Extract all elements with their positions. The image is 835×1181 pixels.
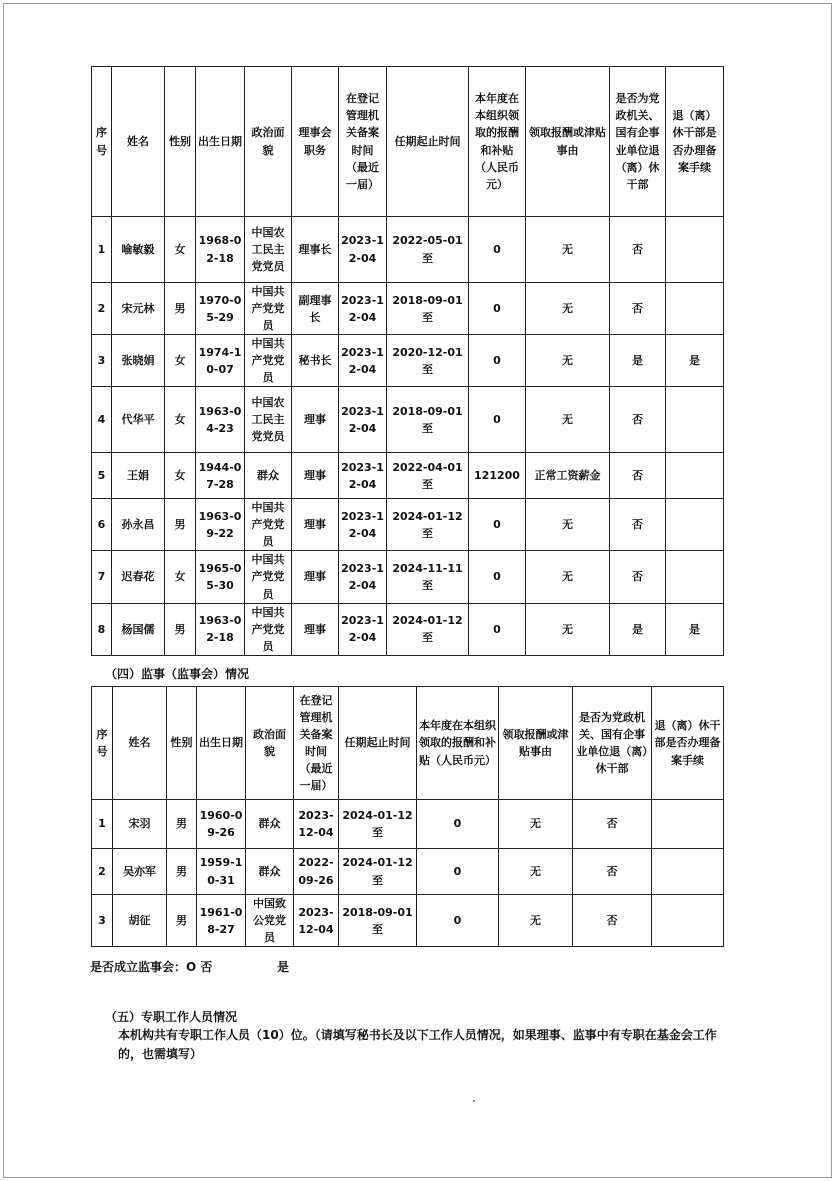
cell-reason: 无 bbox=[526, 551, 610, 603]
cell-filing bbox=[666, 551, 724, 603]
cell-gender: 男 bbox=[165, 603, 196, 655]
table-row bbox=[92, 387, 724, 453]
cell-political: 中国共产党党员 bbox=[245, 283, 292, 335]
cell-gender: 男 bbox=[165, 283, 196, 335]
cell-position: 理事 bbox=[292, 499, 339, 551]
cell-retired: 否 bbox=[610, 453, 666, 499]
cell-filed: 2023-12-04 bbox=[339, 603, 387, 655]
header-cell: 政治面貌 bbox=[246, 687, 294, 800]
header-cell: 性别 bbox=[165, 67, 196, 217]
cell-name: 孙永昌 bbox=[112, 499, 165, 551]
cell-position: 理事 bbox=[292, 387, 339, 453]
cell-retired: 否 bbox=[573, 800, 652, 849]
board-table-header bbox=[92, 67, 724, 217]
header-cell: 是否为党政机关、国有企事业单位退（离）休干部 bbox=[573, 687, 652, 800]
cell-gender: 男 bbox=[167, 895, 197, 947]
header-cell: 退（离）休干部是否办理备案手续 bbox=[666, 67, 724, 217]
staff-section-text: 本机构共有专职工作人员（10）位。（请填写秘书长及以下工作人员情况，如果理事、监事中有专职在基金会工作的，也需填写） bbox=[118, 1028, 717, 1062]
header-cell: 任期起止时间 bbox=[387, 67, 469, 217]
cell-no: 1 bbox=[92, 800, 113, 849]
cell-reason: 无 bbox=[526, 335, 610, 387]
cell-reason: 无 bbox=[499, 895, 573, 947]
cell-reason: 无 bbox=[526, 387, 610, 453]
supervisor-table bbox=[91, 686, 724, 947]
cell-political: 群众 bbox=[246, 849, 294, 895]
cell-filed: 2023-12-04 bbox=[339, 551, 387, 603]
cell-filed: 2023-12-04 bbox=[294, 895, 339, 947]
cell-no: 1 bbox=[92, 217, 112, 283]
cell-reason: 无 bbox=[526, 217, 610, 283]
cell-reason: 正常工资薪金 bbox=[526, 453, 610, 499]
cell-name: 代华平 bbox=[112, 387, 165, 453]
cell-reason: 无 bbox=[499, 849, 573, 895]
cell-gender: 女 bbox=[165, 335, 196, 387]
cell-name: 宋元林 bbox=[112, 283, 165, 335]
cell-pay: 0 bbox=[417, 849, 499, 895]
cell-name: 王娟 bbox=[112, 453, 165, 499]
cell-term: 2024-11-11 至 bbox=[387, 551, 469, 603]
board-table-body bbox=[92, 217, 724, 656]
cell-gender: 女 bbox=[165, 551, 196, 603]
supervisor-table-header bbox=[92, 687, 724, 800]
header-cell: 本年度在本组织领取的报酬和补贴（人民币元） bbox=[417, 687, 499, 800]
header-cell: 姓名 bbox=[112, 67, 165, 217]
cell-gender: 女 bbox=[165, 453, 196, 499]
cell-pay: 0 bbox=[469, 217, 526, 283]
cell-term: 2024-01-12 至 bbox=[387, 499, 469, 551]
cell-birth: 1963-04-23 bbox=[196, 387, 245, 453]
cell-pay: 0 bbox=[469, 603, 526, 655]
cell-no: 7 bbox=[92, 551, 112, 603]
cell-no: 3 bbox=[92, 335, 112, 387]
cell-filing bbox=[666, 387, 724, 453]
supervisor-established-label: 是否成立监事会： bbox=[90, 960, 187, 974]
cell-political: 中国共产党党员 bbox=[245, 499, 292, 551]
cell-gender: 女 bbox=[165, 387, 196, 453]
cell-gender: 男 bbox=[167, 800, 197, 849]
cell-name: 喻敏毅 bbox=[112, 217, 165, 283]
cell-filed: 2023-12-04 bbox=[339, 387, 387, 453]
table-row bbox=[92, 335, 724, 387]
cell-political: 群众 bbox=[245, 453, 292, 499]
cell-political: 中国致公党党员 bbox=[246, 895, 294, 947]
cell-gender: 男 bbox=[167, 849, 197, 895]
cell-position: 理事 bbox=[292, 551, 339, 603]
cell-name: 迟春花 bbox=[112, 551, 165, 603]
cell-gender: 男 bbox=[165, 499, 196, 551]
header-cell: 任期起止时间 bbox=[339, 687, 417, 800]
cell-birth: 1960-09-26 bbox=[197, 800, 246, 849]
cell-term: 2018-09-01 至 bbox=[339, 895, 417, 947]
table-row bbox=[92, 849, 724, 895]
cell-term: 2022-05-01 至 bbox=[387, 217, 469, 283]
cell-filing: 是 bbox=[666, 335, 724, 387]
header-cell: 退（离）休干部是否办理备案手续 bbox=[652, 687, 724, 800]
cell-filing: 是 bbox=[666, 603, 724, 655]
header-cell: 性别 bbox=[167, 687, 197, 800]
cell-term: 2020-12-01 至 bbox=[387, 335, 469, 387]
table-row bbox=[92, 800, 724, 849]
table-row bbox=[92, 551, 724, 603]
header-cell: 姓名 bbox=[113, 687, 167, 800]
header-cell: 序号 bbox=[92, 687, 113, 800]
table-row bbox=[92, 895, 724, 947]
cell-no: 3 bbox=[92, 895, 113, 947]
header-cell: 出生日期 bbox=[196, 67, 245, 217]
cell-filing bbox=[652, 800, 724, 849]
cell-no: 6 bbox=[92, 499, 112, 551]
cell-birth: 1944-07-28 bbox=[196, 453, 245, 499]
cell-pay: 0 bbox=[469, 283, 526, 335]
header-cell: 序号 bbox=[92, 67, 112, 217]
header-cell: 是否为党政机关、国有企事业单位退（离）休干部 bbox=[610, 67, 666, 217]
cell-name: 张晓娟 bbox=[112, 335, 165, 387]
board-table bbox=[91, 66, 724, 656]
cell-political: 中国农工民主党党员 bbox=[245, 217, 292, 283]
cell-gender: 女 bbox=[165, 217, 196, 283]
scan-speck bbox=[473, 1100, 475, 1102]
cell-filing bbox=[666, 499, 724, 551]
cell-political: 中国农工民主党党员 bbox=[245, 387, 292, 453]
cell-retired: 否 bbox=[610, 283, 666, 335]
cell-political: 中国共产党党员 bbox=[245, 551, 292, 603]
cell-pay: 0 bbox=[417, 895, 499, 947]
table-row bbox=[92, 499, 724, 551]
cell-term: 2022-04-01 至 bbox=[387, 453, 469, 499]
cell-filed: 2023-12-04 bbox=[339, 283, 387, 335]
cell-pay: 0 bbox=[469, 499, 526, 551]
cell-filed: 2023-12-04 bbox=[339, 499, 387, 551]
cell-position: 秘书长 bbox=[292, 335, 339, 387]
cell-filing bbox=[666, 283, 724, 335]
table-row bbox=[92, 217, 724, 283]
cell-term: 2024-01-12 至 bbox=[387, 603, 469, 655]
cell-retired: 否 bbox=[610, 217, 666, 283]
cell-reason: 无 bbox=[526, 603, 610, 655]
cell-no: 4 bbox=[92, 387, 112, 453]
cell-position: 理事 bbox=[292, 603, 339, 655]
cell-retired: 否 bbox=[610, 387, 666, 453]
header-cell: 出生日期 bbox=[197, 687, 246, 800]
cell-reason: 无 bbox=[526, 499, 610, 551]
cell-term: 2024-01-12 至 bbox=[339, 849, 417, 895]
cell-retired: 否 bbox=[610, 551, 666, 603]
cell-filing bbox=[666, 453, 724, 499]
cell-filed: 2023-12-04 bbox=[339, 335, 387, 387]
header-cell: 在登记管理机关备案时间（最近一届） bbox=[294, 687, 339, 800]
cell-filed: 2022-09-26 bbox=[294, 849, 339, 895]
cell-birth: 1961-08-27 bbox=[197, 895, 246, 947]
cell-birth: 1963-02-18 bbox=[196, 603, 245, 655]
cell-no: 2 bbox=[92, 849, 113, 895]
cell-reason: 无 bbox=[499, 800, 573, 849]
cell-no: 8 bbox=[92, 603, 112, 655]
cell-pay: 0 bbox=[469, 551, 526, 603]
cell-name: 宋羽 bbox=[113, 800, 167, 849]
cell-pay: 0 bbox=[469, 387, 526, 453]
cell-name: 吴亦军 bbox=[113, 849, 167, 895]
cell-term: 2024-01-12 至 bbox=[339, 800, 417, 849]
cell-position: 理事长 bbox=[292, 217, 339, 283]
supervisor-established-no-option: O 否 bbox=[186, 960, 213, 974]
cell-pay: 0 bbox=[469, 335, 526, 387]
staff-section-title: （五）专职工作人员情况 bbox=[105, 1010, 238, 1024]
cell-name: 杨国儒 bbox=[112, 603, 165, 655]
cell-name: 胡征 bbox=[113, 895, 167, 947]
table-row bbox=[92, 603, 724, 655]
header-cell: 在登记管理机关备案时间（最近一届） bbox=[339, 67, 387, 217]
header-cell: 政治面貌 bbox=[245, 67, 292, 217]
header-cell: 本年度在本组织领取的报酬和补贴（人民币元） bbox=[469, 67, 526, 217]
cell-position: 理事 bbox=[292, 453, 339, 499]
cell-no: 5 bbox=[92, 453, 112, 499]
cell-term: 2018-09-01 至 bbox=[387, 387, 469, 453]
cell-filed: 2023-12-04 bbox=[294, 800, 339, 849]
cell-retired: 是 bbox=[610, 603, 666, 655]
cell-birth: 1974-10-07 bbox=[196, 335, 245, 387]
table-row bbox=[92, 283, 724, 335]
cell-filing bbox=[652, 849, 724, 895]
cell-no: 2 bbox=[92, 283, 112, 335]
cell-political: 群众 bbox=[246, 800, 294, 849]
cell-retired: 是 bbox=[610, 335, 666, 387]
cell-pay: 0 bbox=[417, 800, 499, 849]
cell-birth: 1965-05-30 bbox=[196, 551, 245, 603]
cell-birth: 1970-05-29 bbox=[196, 283, 245, 335]
header-cell: 领取报酬或津贴事由 bbox=[499, 687, 573, 800]
cell-retired: 否 bbox=[610, 499, 666, 551]
cell-position: 副理事长 bbox=[292, 283, 339, 335]
header-cell: 领取报酬或津贴事由 bbox=[526, 67, 610, 217]
header-cell: 理事会职务 bbox=[292, 67, 339, 217]
cell-political: 中国共产党党员 bbox=[245, 603, 292, 655]
cell-filing bbox=[666, 217, 724, 283]
cell-filed: 2023-12-04 bbox=[339, 217, 387, 283]
supervisor-table-body bbox=[92, 800, 724, 947]
cell-birth: 1963-09-22 bbox=[196, 499, 245, 551]
cell-political: 中国共产党党员 bbox=[245, 335, 292, 387]
cell-term: 2018-09-01 至 bbox=[387, 283, 469, 335]
supervisor-established-line bbox=[90, 958, 290, 975]
table-row bbox=[92, 453, 724, 499]
cell-birth: 1959-10-31 bbox=[197, 849, 246, 895]
cell-filing bbox=[652, 895, 724, 947]
cell-filed: 2023-12-04 bbox=[339, 453, 387, 499]
cell-birth: 1968-02-18 bbox=[196, 217, 245, 283]
cell-retired: 否 bbox=[573, 849, 652, 895]
cell-reason: 无 bbox=[526, 283, 610, 335]
cell-pay: 121200 bbox=[469, 453, 526, 499]
supervisor-section-title: （四）监事（监事会）情况 bbox=[105, 667, 250, 681]
cell-retired: 否 bbox=[573, 895, 652, 947]
supervisor-established-yes-option: 是 bbox=[277, 960, 290, 974]
